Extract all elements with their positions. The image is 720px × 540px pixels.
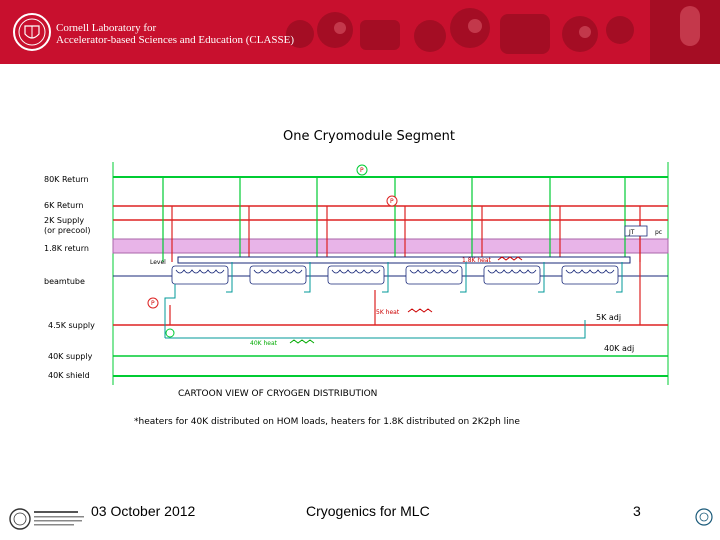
level-label: Level: [150, 259, 166, 266]
label-40k-shield: 40K shield: [48, 371, 90, 380]
footer-date: 03 October 2012: [91, 503, 196, 519]
diagram-title: One Cryomodule Segment: [283, 129, 456, 144]
cornell-seal-small-icon: [694, 506, 714, 528]
label-2k-supply: 2K Supply: [44, 216, 85, 225]
adj-40k-label: 40K adj: [604, 344, 635, 353]
cornell-footer-logo: [8, 506, 88, 532]
label-1-8k-return: 1.8K return: [44, 244, 89, 253]
valve-p-label-2: P: [390, 198, 394, 205]
label-4-5k-supply: 4.5K supply: [48, 321, 95, 330]
diagram-caption: CARTOON VIEW OF CRYOGEN DISTRIBUTION: [178, 389, 378, 399]
label-6k-return: 6K Return: [44, 201, 84, 210]
footer-title: Cryogenics for MLC: [306, 503, 430, 519]
cavity-string: [172, 266, 618, 284]
jt-label: JT: [629, 229, 635, 236]
diagram-note: *heaters for 40K distributed on HOM loads, heaters for 1.8K distributed on 2K2ph line: [134, 417, 520, 427]
label-40k-supply: 40K supply: [48, 352, 93, 361]
level-bar: [178, 257, 630, 263]
adj-5k-label: 5K adj: [596, 313, 622, 322]
label-2k-precool: (or precool): [44, 226, 91, 235]
valve-p-label-3: P: [151, 300, 155, 307]
hom-loads: [165, 262, 622, 338]
label-80k-return: 80K Return: [44, 175, 89, 184]
footer-page-number: 3: [633, 503, 641, 519]
org-line-2: Accelerator-based Sciences and Education (CLASSE): [56, 34, 295, 46]
valve-p-label-1: P: [360, 167, 364, 174]
heat-5k-label: 5K heat: [376, 309, 400, 316]
pipe-1-8k-return: [113, 239, 668, 253]
heat-40k-label: 40K heat: [250, 340, 277, 347]
heat-1-8k-label: 1.8K heat: [462, 257, 491, 264]
org-line-1: Cornell Laboratory for: [56, 22, 157, 34]
label-beamtube: beamtube: [44, 277, 85, 286]
pc-label: pc: [655, 229, 663, 236]
